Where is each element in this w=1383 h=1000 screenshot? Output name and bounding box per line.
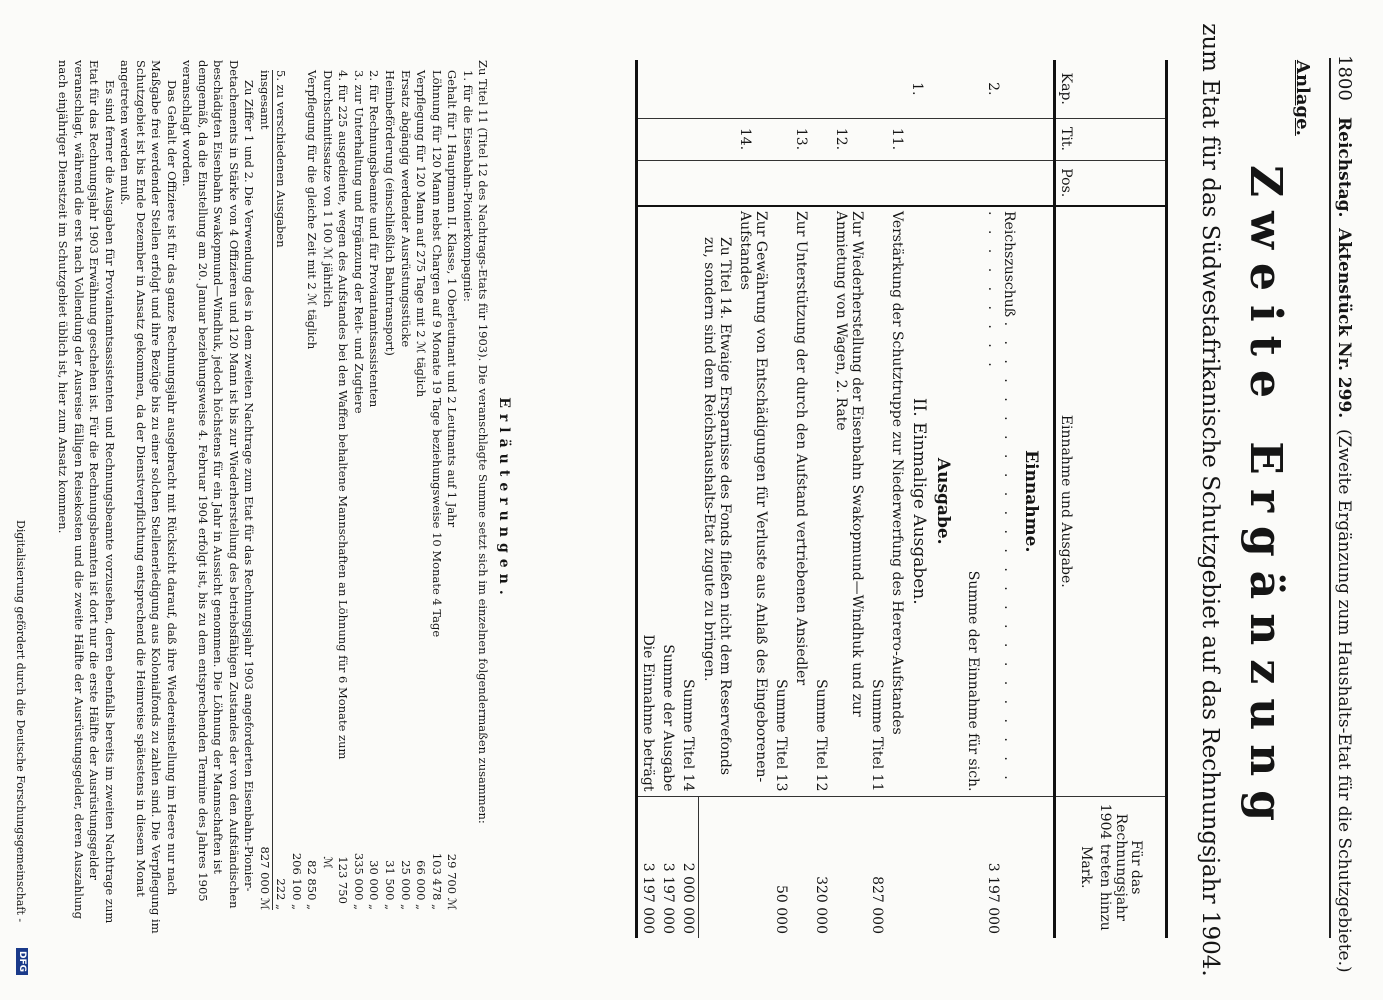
breakdown-line: 1. für die Eisenbahn-Pionierkompagnie:	[460, 70, 475, 302]
einnahme-betraegt: 3 197 000	[637, 796, 659, 938]
einnahme-heading: Einnahme.	[1021, 450, 1041, 553]
ausgabe-heading: Ausgabe.	[933, 457, 953, 545]
row-14-sum-label: Summe Titel 14	[680, 679, 697, 792]
row-13-text: Zur Unterstützung der durch den Aufstand vertriebenen Ansiedler	[793, 211, 809, 686]
page-number: 1800	[1334, 55, 1355, 101]
row-14-text: Zur Gewährung von Entschädigungen für Verluste aus Anlaß des Eingeborenen-Aufstandes	[737, 211, 769, 783]
row-12-sum-label: Summe Titel 12	[813, 679, 829, 792]
header-rule	[1329, 58, 1331, 938]
row-11-sum-label: Summe Titel 11	[869, 679, 885, 792]
dfg-logo: DFG	[16, 948, 28, 975]
einnahme-kap: 2.	[985, 82, 1001, 96]
explanation-para-2: Das Gehalt der Offiziere ist für das ganze Rechnungsjahr ausgebracht mit Rücksicht darauf, daß ihre Wiedereinstellung im Heere nur nach Maßgabe frei werdender Stellen erfolgt und ihre Bezüge bis zu einer solchen Stellenerledigung aus Kolonialfonds zu zahlen sind. Die Verpflegung im Schutzgebiet ist bis Ende Dezember in Ansatz gekommen, da der Dienstverpflichtung entsprechend die Heimreise spätestens in diesem Monat angetreten werden muß.	[118, 60, 179, 934]
ausgabe-subheading: II. Einmalige Ausgaben.	[909, 397, 929, 605]
sum-ausgabe: 3 197 000	[659, 796, 679, 938]
col-pos: Pos.	[1055, 160, 1167, 206]
sum-ausgabe-label: Summe der Ausgabe	[660, 644, 677, 792]
ausgabe-kap: 1.	[909, 82, 925, 96]
row-14-tit: 14.	[735, 118, 771, 160]
breakdown-line: 5. zu verschiedenen Ausgaben 222 „	[274, 70, 289, 910]
row-11-amount: 827 000	[867, 796, 887, 938]
col-main: Einnahme und Ausgabe.	[1055, 206, 1167, 796]
running-title: (Zweite Ergänzung zum Haushalts-Etat für die Schutzgebiete.)	[1334, 429, 1354, 973]
col-amount-label: Für das Rechnungsjahr 1904 treten hinzu	[1097, 803, 1145, 931]
einnahme-betraegt-label: Die Einnahme beträgt	[637, 206, 659, 796]
row-14-note: Zu Titel 14. Etwaige Ersparnisse des Fonds fließen nicht dem Reservefonds zu, sondern sind dem Reichshaushalts-Etat zugute zu bringen.	[701, 237, 733, 776]
cost-breakdown	[256, 60, 474, 910]
row-12-text: Zur Wiederherstellung der Eisenbahn Swakopmund—Windhuk und zur Anmietung von Wagen, 2. Rate	[833, 211, 865, 717]
col-kap: Kap.	[1055, 60, 1167, 118]
col-amount	[1055, 796, 1167, 938]
einnahme-amount: 3 197 000	[983, 796, 1019, 938]
publisher: Reichstag.	[1334, 117, 1354, 218]
akten-number: Aktenstück Nr. 299.	[1334, 228, 1354, 419]
row-11-tit: 11.	[887, 118, 907, 160]
breakdown-line: Verpflegung für die gleiche Zeit mit 2 ℳ täglich 82 850 „	[305, 70, 320, 910]
breakdown-line: 3. zur Unterhaltung und Ergänzung der Reit- und Zugtiere 335 000 „	[351, 70, 366, 910]
row-13-amount: 50 000	[771, 796, 791, 938]
document-subtitle: zum Etat für das Südwestafrikanische Schutzgebiet auf das Rechnungsjahr 1904.	[1197, 23, 1223, 977]
explanation-para-1: Zu Ziffer 1 und 2. Die Verwendung des in dem zweiten Nachtrage zum Etat für das Rechnungsjahr 1903 angeforderten Eisenbahn-Pionier-Detachements in Stärke von 4 Offizieren und 120 Mann ist bis zur Wiederherstellung des betriebsfähigen Zustandes der von den Aufständischen beschädigten Eisenbahn Swakopmund—Windhuk, jedoch höchstens für ein Jahr in Aussicht genommen. Die Löhnung der Mannschaften ist demgemäß, da die Einstellung am 20. Januar beziehungsweise 4. Februar 1904 erfolgt ist, bis zu dem entsprechenden Termine des Jahres 1905 veranschlagt worden.	[180, 60, 257, 909]
breakdown-line: 206 100 „	[289, 852, 304, 910]
col-tit: Tit.	[1055, 118, 1167, 160]
breakdown-line: Ersatz abgängig werdender Ausrüstungsstücke 25 000 „	[398, 70, 413, 910]
running-header	[1334, 55, 1355, 973]
row-13-tit: 13.	[791, 118, 811, 160]
row-12-tit: 12.	[831, 118, 867, 160]
explanations-heading: Erläuterungen.	[496, 397, 512, 601]
col-unit: Mark.	[1078, 846, 1095, 889]
breakdown-total: insgesamt 827 000 ℳ	[257, 70, 272, 910]
einnahme-text: Reichszuschuß . . . . . . . . . . . . . . . . . . . . . . . . . . . . . . . . . .	[985, 211, 1017, 785]
breakdown-line: Gehalt für 1 Hauptmann II. Klasse, 1 Oberleutnant und 2 Leutnants auf 1 Jahr 29 700 ℳ	[445, 70, 460, 910]
anlage-label: Anlage.	[1292, 60, 1313, 136]
document-title: Zweite Ergänzung	[1240, 164, 1291, 836]
row-14-amount: 2 000 000	[679, 796, 700, 938]
breakdown-line: 4. für 225 ausgediente, wegen des Aufstandes bei den Waffen behaltene Mannschaften an Löhnung für 6 Monate zum Durchschnittssatze von 1 100 ℳ jährlich 123 750 ℳ	[320, 70, 351, 904]
explanations	[55, 60, 513, 938]
breakdown-line: Heimbeförderung (einschließlich Bahntransport) 31 500 „	[383, 70, 398, 910]
row-13-sum-label: Summe Titel 13	[773, 679, 789, 792]
breakdown-line: Verpflegung für 120 Mann auf 275 Tage mit 2 ℳ täglich 66 000 „	[414, 70, 429, 910]
budget-table	[636, 60, 1169, 938]
digitization-text: Digitalisierung gefördert durch die Deutsche Forschungsgemeinschaft -	[14, 520, 27, 923]
explanations-intro: Zu Titel 11 (Titel 12 des Nachtrags-Etats für 1903). Die veranschlagte Summe setzt sich im einzelnen folgendermaßen zusammen:	[476, 60, 491, 824]
breakdown-line: 2. für Rechnungsbeamte und für Proviantamtsassistenten 30 000 „	[367, 70, 382, 910]
einnahme-label: Reichszuschuß	[1001, 211, 1017, 318]
explanation-para-3: Es sind ferner die Ausgaben für Proviantamtsassistenten und Rechnungsbeamte vorzusehen, deren ebenfalls bereits im zweiten Nachtrage zum Etat für das Rechnungsjahr 1903 Erwähnung geschehen ist. Für die Rechnungsbeamten ist dort nur die erste Hälfte der Ausrüstungsgelder veranschlagt, während die erst nach Vollendung der Ausreise fälligen Reisekosten und die zweite Hälfte der Ausrüstungsgelder, deren Auszahlung nach einjähriger Dienstzeit im Schutzgebiet üblich ist, hier zum Ansatz kommen.	[56, 60, 117, 924]
row-12-amount: 320 000	[811, 796, 831, 938]
breakdown-line: Löhnung für 120 Mann nebst Chargen auf 9 Monate 19 Tage beziehungsweise 10 Monate 4 Tage 103 478 „	[429, 70, 444, 910]
einnahme-sum-label: Summe der Einnahme für sich.	[965, 570, 981, 792]
row-11-text: Verstärkung der Schutztruppe zur Niederwerfung des Herero-Aufstandes	[889, 211, 905, 735]
digitization-credit	[14, 520, 27, 922]
